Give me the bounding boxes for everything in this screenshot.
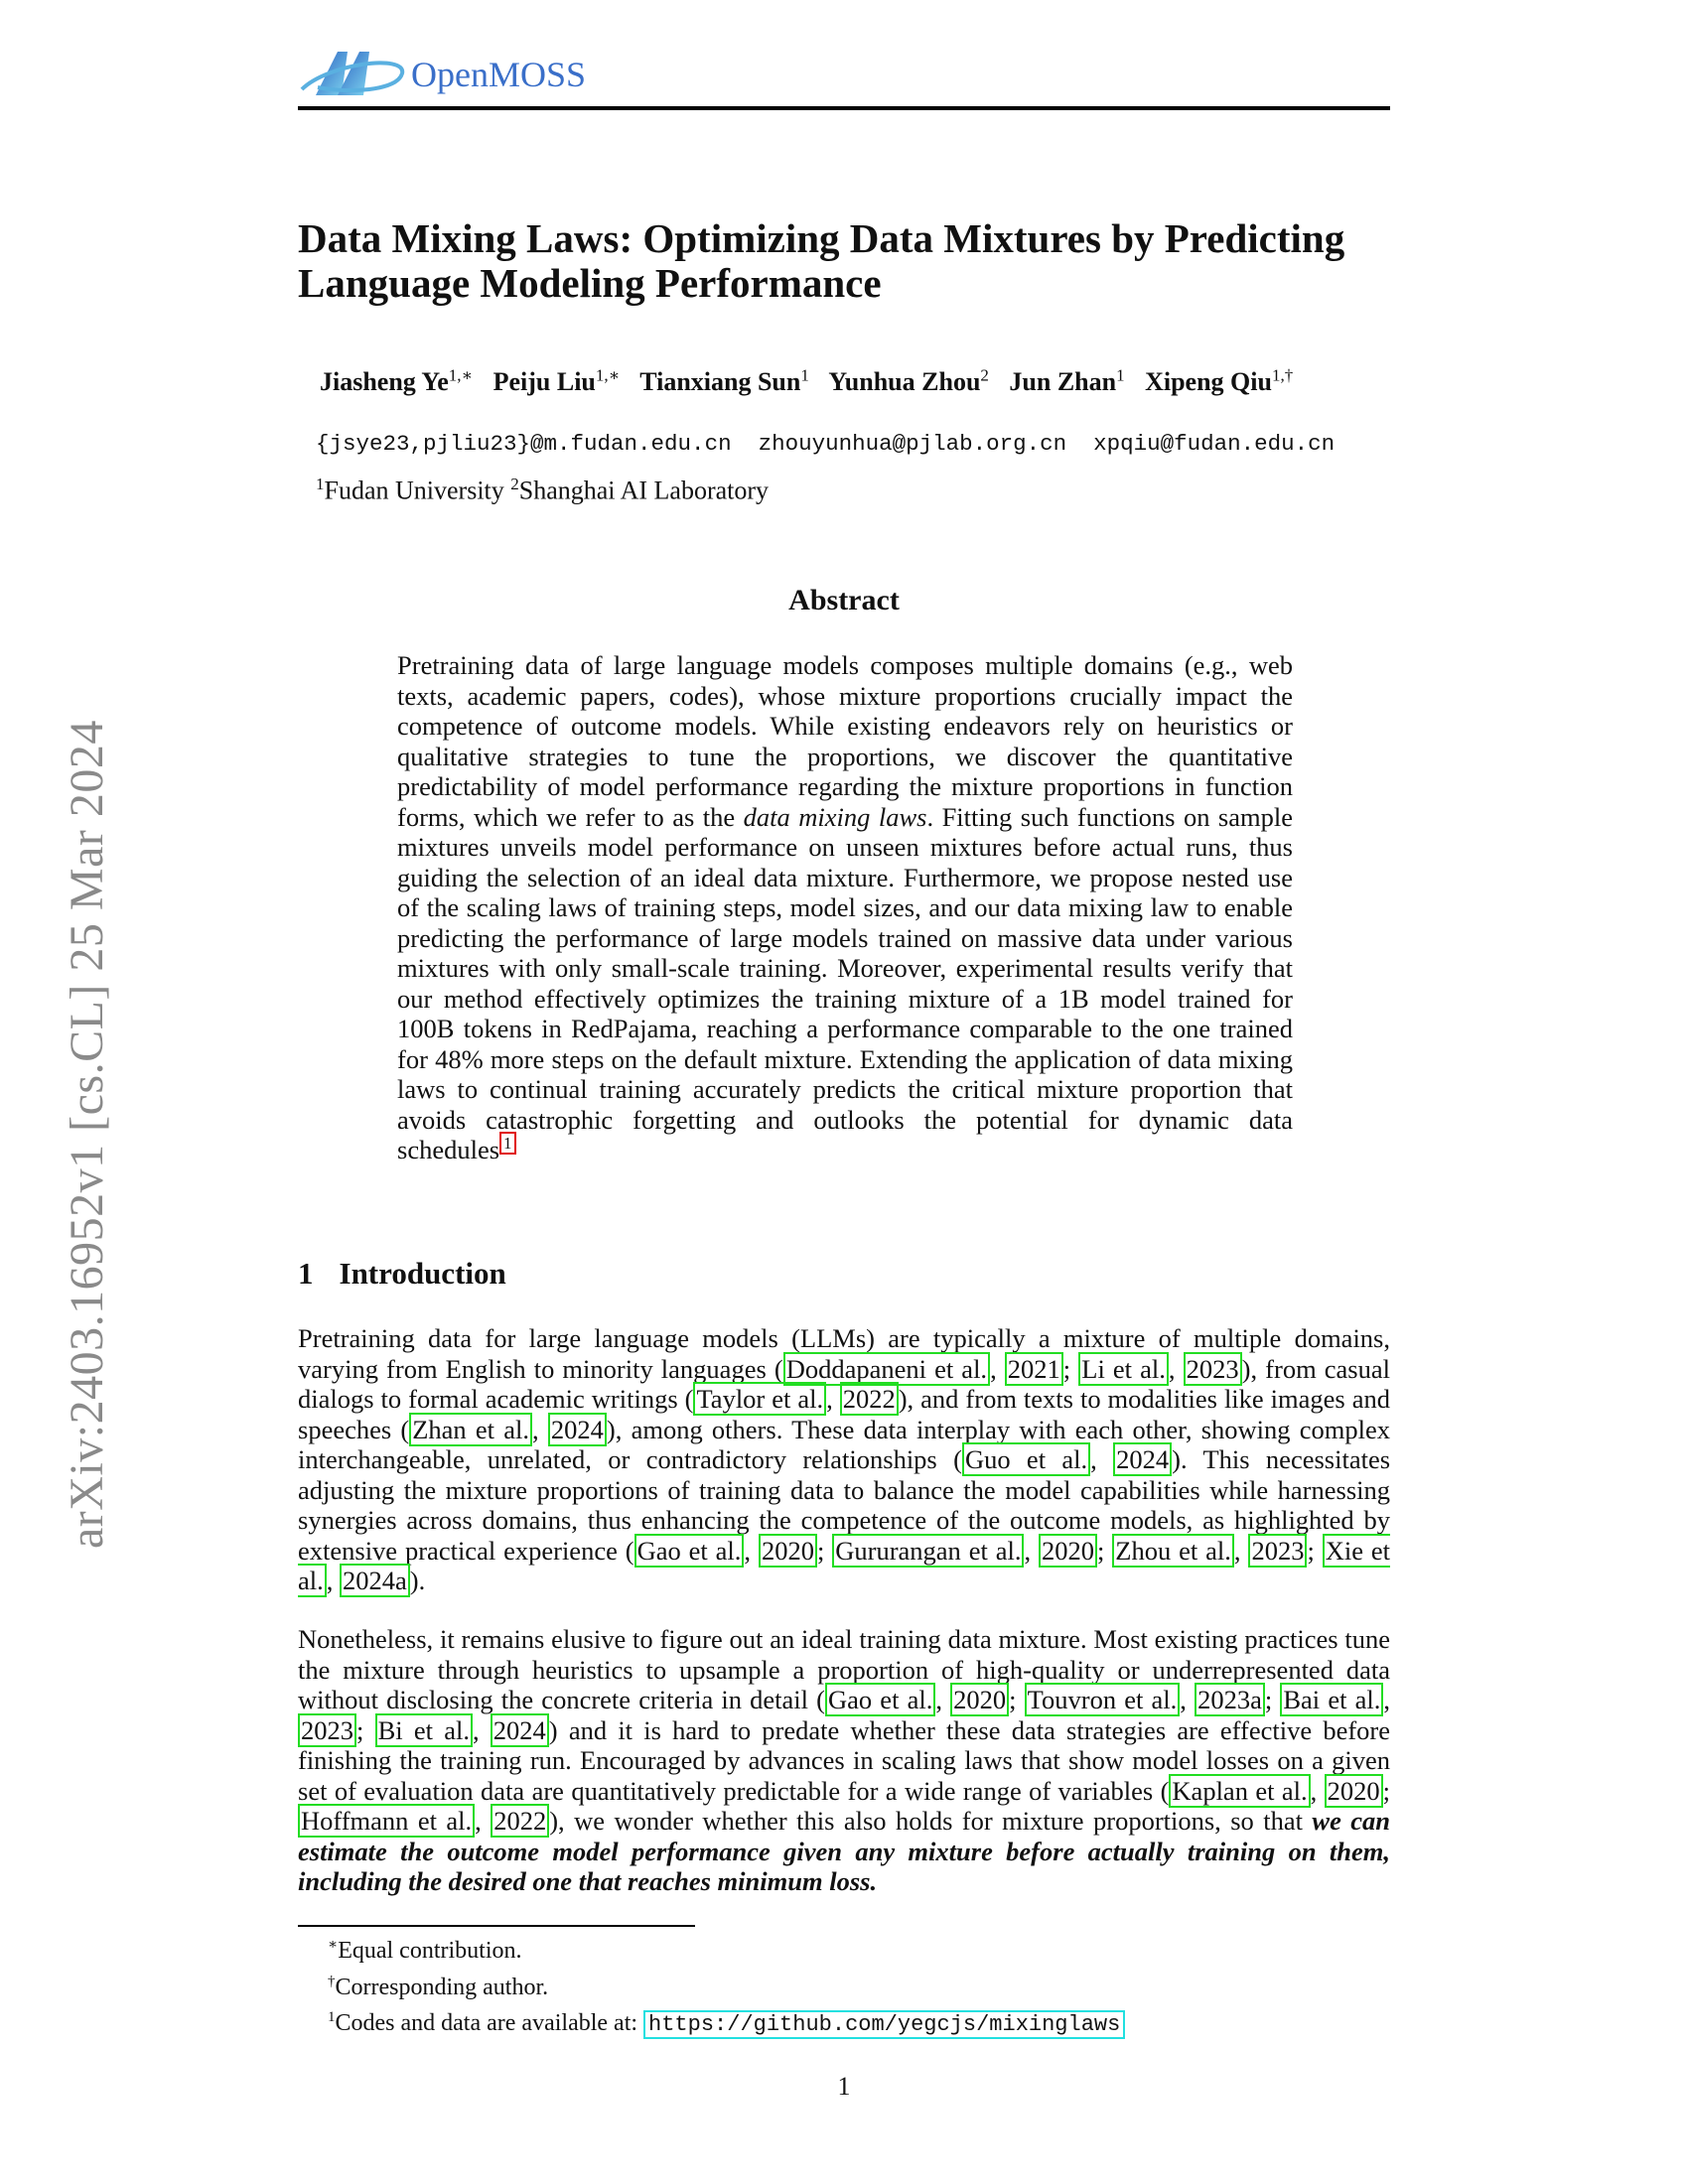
footnote-mark: †	[328, 1973, 336, 1989]
citation-year-link[interactable]: 2021	[1005, 1352, 1063, 1386]
title-line-2: Language Modeling Performance	[298, 260, 882, 306]
author	[1009, 367, 1124, 396]
citation-link[interactable]: Taylor et al.	[693, 1382, 826, 1416]
citation-year-link[interactable]: 2022	[491, 1804, 549, 1838]
emphasized-claim: we can estimate the outcome model performance given any mixture before actually training on them, including the desired one that reaches minimum loss.	[298, 1806, 1391, 1896]
affiliations	[316, 475, 769, 506]
citation-link[interactable]: Bi et al.	[375, 1713, 473, 1747]
page-number: 1	[837, 2072, 851, 2101]
openmoss-logo	[298, 44, 586, 103]
author-affil-mark: 1	[800, 365, 809, 384]
body-text: Nonetheless, it remains elusive to figure out an ideal training data mixture. Most existing practices tune the mixture through heuristics to upsample a proportion of high-quality or underrepresented data without disclosing the concrete criteria in detail (	[298, 1624, 1390, 1714]
body-text: ), and from texts to modalities like images and speeches (	[298, 1384, 1390, 1444]
author-name: Peiju Liu	[492, 366, 596, 396]
author	[493, 367, 621, 396]
citation-link[interactable]: Guo et al.	[962, 1442, 1090, 1476]
body-text: ), we wonder whether this also holds for mixture proportions, so that	[549, 1806, 1313, 1836]
body-text: ). This necessitates adjusting the mixture proportions of training data to balance the model capabilities while harnessing synergies across domains, thus enhancing the competence of the outcome models, as highlighted by extensive practical experience (	[298, 1444, 1391, 1566]
body-text: ;	[1264, 1685, 1281, 1714]
citation-year-link[interactable]: 2023	[1248, 1534, 1307, 1568]
openmoss-logo-text: OpenMOSS	[411, 55, 587, 94]
abstract-text: . Fitting such functions on sample mixtures unveils model performance on unseen mixtures before actual runs, thus guiding the selection of an ideal data mixture. Furthermore, we propose nested use of the scaling laws of training steps, model sizes, and our data mixing law to enable predicting the performance of large models trained on massive data under various mixtures with only small-scale training. Moreover, experimental results verify that our method effectively optimizes the training mixture of a 1B model trained for 100B tokens in RedPajama, reaching a performance comparable to the one trained for 48% more steps on the default mixture. Extending the application of data mixing laws to continual training accurately predicts the critical mixture proportion that avoids catastrophic forgetting and outlooks the potential for dynamic data schedules	[397, 801, 1293, 1164]
affil-mark: 1	[316, 475, 325, 493]
citation-link[interactable]: Doddapaneni et al.	[783, 1352, 990, 1386]
footnote	[328, 1930, 1125, 1967]
abstract-heading: Abstract	[788, 584, 900, 616]
body-text: ) and it is hard to predate whether these data strategies are effective before finishing the training run. Encouraged by advances in scaling laws that show model losses on a given set of evaluation data are quantitatively predictable for a wide range of variables (	[298, 1714, 1390, 1806]
citation-year-link[interactable]: 2023	[298, 1713, 356, 1747]
citation-link[interactable]: Touvron et al.	[1025, 1683, 1181, 1716]
author-name: Yunhua Zhou	[828, 366, 981, 396]
author	[320, 367, 473, 396]
body-text: ), from casual dialogs to formal academic writings (	[298, 1353, 1390, 1414]
page-header	[298, 40, 1390, 111]
section-heading-introduction	[298, 1256, 506, 1292]
arxiv-stamp: arXiv:2403.16952v1 [cs.CL] 25 Mar 2024	[61, 720, 113, 1549]
citation-link[interactable]: Gao et al.	[825, 1683, 935, 1716]
citation-year-link[interactable]: 2020	[1325, 1774, 1383, 1808]
author-name: Xipeng Qiu	[1145, 366, 1272, 396]
author-list	[320, 365, 1412, 397]
citation-link[interactable]: Gururangan et al.	[832, 1534, 1024, 1568]
body-text: ), among others. These data interplay with each other, showing complex interchangeable, unrelated, or contradictory relationships (	[298, 1414, 1391, 1474]
body-text: ;	[816, 1535, 833, 1566]
paper-title	[298, 216, 1410, 306]
citation-link[interactable]: Zhou et al.	[1112, 1534, 1234, 1568]
author-name: Tianxiang Sun	[639, 366, 801, 396]
citation-year-link[interactable]: 2022	[840, 1382, 899, 1416]
footnote-mark: ∗	[328, 1937, 339, 1953]
body-text: ;	[1009, 1685, 1025, 1714]
citation-link[interactable]: Xie et al.	[298, 1535, 1391, 1595]
author-emails: {jsye23,pjliu23}@m.fudan.edu.cn zhouyunhua@pjlab.org.cn xpqiu@fudan.edu.cn	[316, 431, 1336, 457]
author-affil-mark: 1,∗	[448, 365, 474, 384]
author-name: Jiasheng Ye	[320, 366, 449, 396]
footnotes	[328, 1930, 1125, 2041]
body-text: ;	[1307, 1535, 1323, 1566]
author	[1145, 367, 1293, 396]
section-number: 1	[298, 1256, 314, 1291]
author-affil-mark: 1,†	[1271, 365, 1294, 384]
citation-link[interactable]: Bai et al.	[1280, 1683, 1383, 1716]
github-url-link[interactable]: https://github.com/yegcjs/mixinglaws	[643, 2010, 1125, 2039]
author-name: Jun Zhan	[1009, 366, 1117, 396]
citation-year-link[interactable]: 2020	[759, 1534, 817, 1568]
affiliation: Shanghai AI Laboratory	[518, 476, 770, 505]
body-text: ;	[356, 1714, 375, 1745]
openmoss-logo-icon	[298, 44, 417, 103]
body-text: Pretraining data for large language models (LLMs) are typically a mixture of multiple domains, varying from English to minority languages (	[298, 1323, 1390, 1384]
footnote-text: Codes and data are available at:	[335, 2010, 644, 2036]
intro-paragraph-2: Nonetheless, it remains elusive to figure out an ideal training data mixture. Most existing practices tune the mixture through heuristics to upsample a proportion of high-quality or underrepresented data without disclosing the concrete criteria in detail ( Gao et al. , 2020 ; Touvron et al. , 2023a ; Bai et al. , 2023 ; Bi et al. , 2024 ) and it is hard to predate whether these data strategies are effective before finishing the training run. Encouraged by advances in scaling laws that show model losses on a given set of evaluation data are quantitatively predictable for a wide range of variables ( Kaplan et al. , 2020 ; Hoffmann et al. , 2022 ), we wonder whether this also holds for mixture proportions, so that we can estimate the outcome model performance given any mixture before actually training on them, including the desired one that reaches minimum loss.	[298, 1624, 1391, 1896]
citation-year-link[interactable]: 2020	[950, 1683, 1009, 1716]
author-affil-mark: 1,∗	[595, 365, 621, 384]
body-text: ;	[1097, 1535, 1113, 1566]
citation-link[interactable]: Zhan et al.	[409, 1413, 532, 1446]
footnote	[328, 2002, 1125, 2041]
title-line-1: Data Mixing Laws: Optimizing Data Mixtures by Predicting	[298, 215, 1345, 261]
body-text: ;	[1382, 1775, 1390, 1806]
footnote	[328, 1967, 1125, 2003]
citation-year-link[interactable]: 2024a	[340, 1564, 410, 1597]
citation-link[interactable]: Gao et al.	[634, 1534, 745, 1568]
abstract-emphasis: data mixing laws	[743, 801, 927, 832]
footnote-text: Corresponding author.	[335, 1974, 549, 2000]
author-affil-mark: 1	[1116, 365, 1125, 384]
intro-paragraph-1: Pretraining data for large language models (LLMs) are typically a mixture of multiple domains, varying from English to minority languages ( Doddapaneni et al. , 2021 ; Li et al. , 2023 ), from casual dialogs to formal academic writings ( Taylor et al. , 2022 ), and from texts to modalities like images and speeches ( Zhan et al. , 2024 ), among others. These data interplay with each other, showing complex interchangeable, unrelated, or contradictory relationships ( Guo et al. , 2024 ). This necessitates adjusting the mixture proportions of training data to balance the model capabilities while harnessing synergies across domains, thus enhancing the competence of the outcome models, as highlighted by extensive practical experience ( Gao et al. , 2020 ; Gururangan et al. , 2020 ; Zhou et al. , 2023 ; Xie et al. , 2024a ).	[298, 1323, 1391, 1595]
footnote-mark: 1	[328, 2009, 336, 2025]
footnote-rule	[298, 1925, 695, 1927]
body-text: ).	[409, 1566, 426, 1595]
citation-year-link[interactable]: 2020	[1039, 1534, 1097, 1568]
abstract-body	[397, 650, 1293, 1165]
footnote-link[interactable]: 1	[499, 1132, 516, 1155]
citation-year-link[interactable]: 2024	[548, 1413, 607, 1446]
citation-year-link[interactable]: 2024	[1113, 1442, 1172, 1476]
author	[639, 367, 809, 396]
author	[828, 367, 989, 396]
citation-link[interactable]: Kaplan et al.	[1169, 1774, 1310, 1808]
citation-year-link[interactable]: 2024	[491, 1713, 549, 1747]
header-rule	[298, 106, 1390, 110]
affiliation: Fudan University	[324, 476, 504, 505]
section-title-text: Introduction	[339, 1256, 506, 1291]
footnote-text: Equal contribution.	[338, 1938, 522, 1964]
citation-link[interactable]: Li et al.	[1078, 1352, 1169, 1386]
abstract-text: Pretraining data of large language models composes multiple domains (e.g., web texts, academic papers, codes), whose mixture proportions crucially impact the competence of outcome models. While existing endeavors rely on heuristics or qualitative strategies to tune the proportions, we discover the quantitative predictability of model performance regarding the mixture proportions in function forms, which we refer to as the	[397, 650, 1293, 832]
author-affil-mark: 2	[980, 365, 989, 384]
affil-mark: 2	[510, 475, 519, 493]
citation-year-link[interactable]: 2023	[1184, 1352, 1242, 1386]
citation-year-link[interactable]: 2023a	[1195, 1683, 1265, 1716]
citation-link[interactable]: Hoffmann et al.	[298, 1804, 475, 1838]
body-text: ;	[1062, 1353, 1079, 1384]
